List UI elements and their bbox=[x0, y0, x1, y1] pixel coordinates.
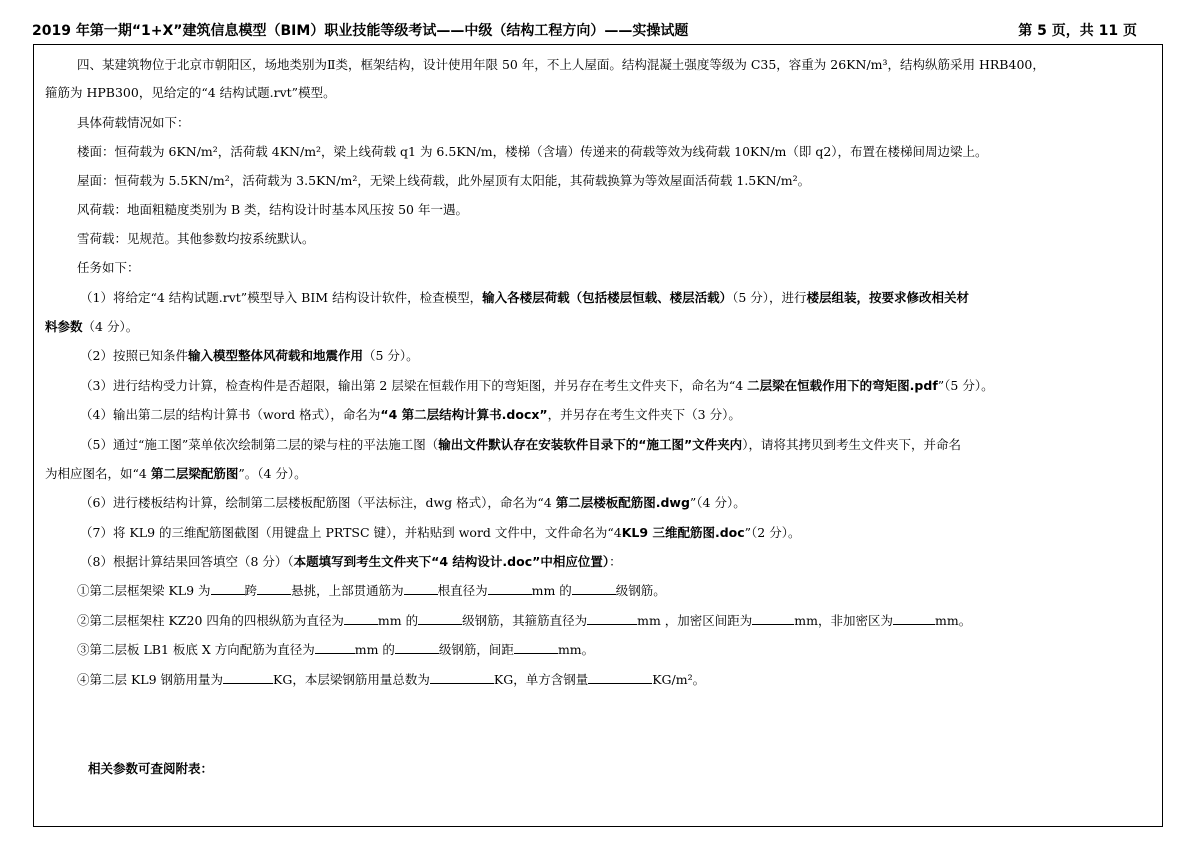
task-5-bold-2: 第二层梁配筋图 bbox=[150, 466, 239, 481]
task-5-line-1 bbox=[80, 436, 961, 454]
appendix-note: 相关参数可查阅附表： bbox=[88, 761, 214, 776]
task-5-text: （5）通过“施工图”菜单依次绘制第二层的梁与柱的平法施工图（ bbox=[80, 437, 439, 452]
task-6-score: ”（4 分）。 bbox=[689, 495, 746, 510]
fill-text: ②第二层框架柱 KZ20 四角的四根纵筋为直径为 bbox=[77, 613, 344, 628]
intro-line-2: 箍筋为 HPB300，见给定的“4 结构试题.rvt”模型。 bbox=[45, 85, 336, 100]
task-1-bold-2: 楼层组装，按要求修改相关材 bbox=[806, 290, 970, 305]
task-4 bbox=[80, 406, 741, 424]
fill-question-2 bbox=[77, 612, 971, 630]
fill-text: mm。 bbox=[557, 642, 595, 657]
task-1-bold-3: 料参数 bbox=[45, 319, 83, 334]
task-5-score: ”。（4 分）。 bbox=[238, 466, 307, 481]
task-3-score: ”（5 分）。 bbox=[937, 378, 994, 393]
fill-question-1 bbox=[77, 582, 666, 600]
task-1-line-2 bbox=[45, 318, 138, 336]
task-7-text: （7）将 KL9 的三维配筋图截图（用键盘上 PRTSC 键），并粘贴到 word 文件中，文件命名为“4 bbox=[80, 525, 622, 540]
floor-loads: 楼面：恒荷载为 6KN/m²，活荷载 4KN/m²，梁上线荷载 q1 为 6.5KN/m，楼梯（含墙）传递来的荷载等效为线荷载 10KN/m（即 q2），布置在楼梯间周边梁上。 bbox=[77, 144, 988, 159]
task-8 bbox=[80, 553, 622, 571]
answer-blank[interactable] bbox=[572, 582, 616, 595]
fill-text: KG，本层梁钢筋用量总数为 bbox=[273, 672, 430, 687]
task-4-bold: “4 第二层结构计算书.docx” bbox=[380, 407, 548, 422]
task-5-text-3: 为相应图名，如“4 bbox=[45, 466, 151, 481]
answer-blank[interactable] bbox=[430, 671, 494, 684]
snow-load: 雪荷载：见规范。其他参数均按系统默认。 bbox=[77, 231, 315, 246]
fill-text: mm 的 bbox=[531, 583, 572, 598]
task-3-text: （3）进行结构受力计算，检查构件是否超限，输出第 2 层梁在恒载作用下的弯矩图，并另存在考生文件夹下，命名为“4 bbox=[80, 378, 748, 393]
answer-blank[interactable] bbox=[418, 612, 462, 625]
answer-blank[interactable] bbox=[211, 582, 245, 595]
task-5-line-2 bbox=[45, 465, 307, 483]
task-1-bold: 输入各楼层荷载（包括楼层恒载、楼层活载） bbox=[482, 290, 733, 305]
task-2-score: （5 分）。 bbox=[362, 348, 419, 363]
answer-blank[interactable] bbox=[752, 612, 794, 625]
fill-text: 级钢筋，其箍筋直径为 bbox=[462, 613, 588, 628]
task-8-text: （8）根据计算结果回答填空（8 分）（ bbox=[80, 554, 294, 569]
tasks-heading: 任务如下： bbox=[77, 260, 140, 275]
fill-text: ④第二层 KL9 钢筋用量为 bbox=[77, 672, 224, 687]
page-header bbox=[32, 20, 1137, 42]
task-1-text: （1）将给定“4 结构试题.rvt”模型导入 BIM 结构设计软件，检查模型， bbox=[80, 290, 483, 305]
task-4-text: （4）输出第二层的结构计算书（word 格式），命名为 bbox=[80, 407, 381, 422]
fill-text: mm。 bbox=[935, 613, 972, 628]
answer-blank[interactable] bbox=[344, 612, 378, 625]
roof-loads: 屋面：恒荷载为 5.5KN/m²，活荷载为 3.5KN/m²，无梁上线荷载，此外屋顶有太阳能，其荷载换算为等效屋面活荷载 1.5KN/m²。 bbox=[77, 173, 811, 188]
task-7-score: ”（2 分）。 bbox=[744, 525, 801, 540]
fill-text: 级钢筋，间距 bbox=[438, 642, 514, 657]
task-4-score: ，并另存在考生文件夹下（3 分）。 bbox=[547, 407, 741, 422]
task-7 bbox=[80, 524, 800, 542]
task-1-score: （5 分），进行 bbox=[732, 290, 807, 305]
answer-blank[interactable] bbox=[404, 582, 438, 595]
loads-heading: 具体荷载情况如下： bbox=[77, 115, 190, 130]
task-3 bbox=[80, 377, 994, 395]
task-5-text-2: ），请将其拷贝到考生文件夹下，并命名 bbox=[742, 437, 961, 452]
answer-blank[interactable] bbox=[488, 582, 532, 595]
fill-text: KG，单方含钢量 bbox=[493, 672, 589, 687]
task-6-text: （6）进行楼板结构计算，绘制第二层楼板配筋图（平法标注，dwg 格式），命名为“4 bbox=[80, 495, 556, 510]
exam-title: 2019 年第一期“1+X”建筑信息模型（BIM）职业技能等级考试——中级（结构工程方向）——实操试题 bbox=[32, 23, 689, 39]
task-8-colon: ： bbox=[609, 554, 622, 569]
fill-text: 级钢筋。 bbox=[615, 583, 666, 598]
task-1-line-1 bbox=[80, 289, 969, 307]
answer-blank[interactable] bbox=[588, 671, 652, 684]
fill-text: KG/m²。 bbox=[652, 672, 706, 687]
answer-blank[interactable] bbox=[315, 641, 355, 654]
answer-blank[interactable] bbox=[257, 582, 291, 595]
fill-question-3 bbox=[77, 641, 594, 659]
fill-question-4 bbox=[77, 671, 705, 689]
fill-text: mm，非加密区为 bbox=[794, 613, 893, 628]
task-3-bold: 二层梁在恒载作用下的弯矩图.pdf bbox=[747, 378, 938, 393]
answer-blank[interactable] bbox=[223, 671, 273, 684]
task-6 bbox=[80, 494, 746, 512]
task-2-bold: 输入模型整体风荷载和地震作用 bbox=[187, 348, 363, 363]
fill-text: 根直径为 bbox=[437, 583, 488, 598]
task-6-bold: 第二层楼板配筋图.dwg bbox=[555, 495, 690, 510]
task-5-bold: 输出文件默认存在安装软件目录下的“施工图”文件夹内 bbox=[438, 437, 743, 452]
answer-blank[interactable] bbox=[893, 612, 935, 625]
task-2-text: （2）按照已知条件 bbox=[80, 348, 188, 363]
fill-text: ①第二层框架梁 KL9 为 bbox=[77, 583, 211, 598]
answer-blank[interactable] bbox=[395, 641, 439, 654]
answer-blank[interactable] bbox=[587, 612, 637, 625]
task-7-bold: KL9 三维配筋图.doc bbox=[621, 525, 745, 540]
task-2 bbox=[80, 347, 419, 365]
fill-text: mm ，加密区间距为 bbox=[637, 613, 753, 628]
fill-text: ③第二层板 LB1 板底 X 方向配筋为直径为 bbox=[77, 642, 315, 657]
fill-text: 跨 bbox=[244, 583, 258, 598]
fill-text: 悬挑，上部贯通筋为 bbox=[291, 583, 404, 598]
answer-blank[interactable] bbox=[514, 641, 558, 654]
fill-text: mm 的 bbox=[377, 613, 419, 628]
task-8-bold: 本题填写到考生文件夹下“4 结构设计.doc”中相应位置） bbox=[293, 554, 610, 569]
fill-text: mm 的 bbox=[354, 642, 395, 657]
wind-load: 风荷载：地面粗糙度类别为 B 类，结构设计时基本风压按 50 年一遇。 bbox=[77, 202, 468, 217]
page-number: 第 5 页，共 11 页 bbox=[1018, 23, 1137, 39]
task-1-score-2: （4 分）。 bbox=[82, 319, 139, 334]
intro-line-1: 四、某建筑物位于北京市朝阳区，场地类别为Ⅱ类，框架结构，设计使用年限 50 年，不上人屋面。结构混凝土强度等级为 C35，容重为 26KN/m³，结构纵筋采用 HRB400， bbox=[77, 57, 1045, 72]
